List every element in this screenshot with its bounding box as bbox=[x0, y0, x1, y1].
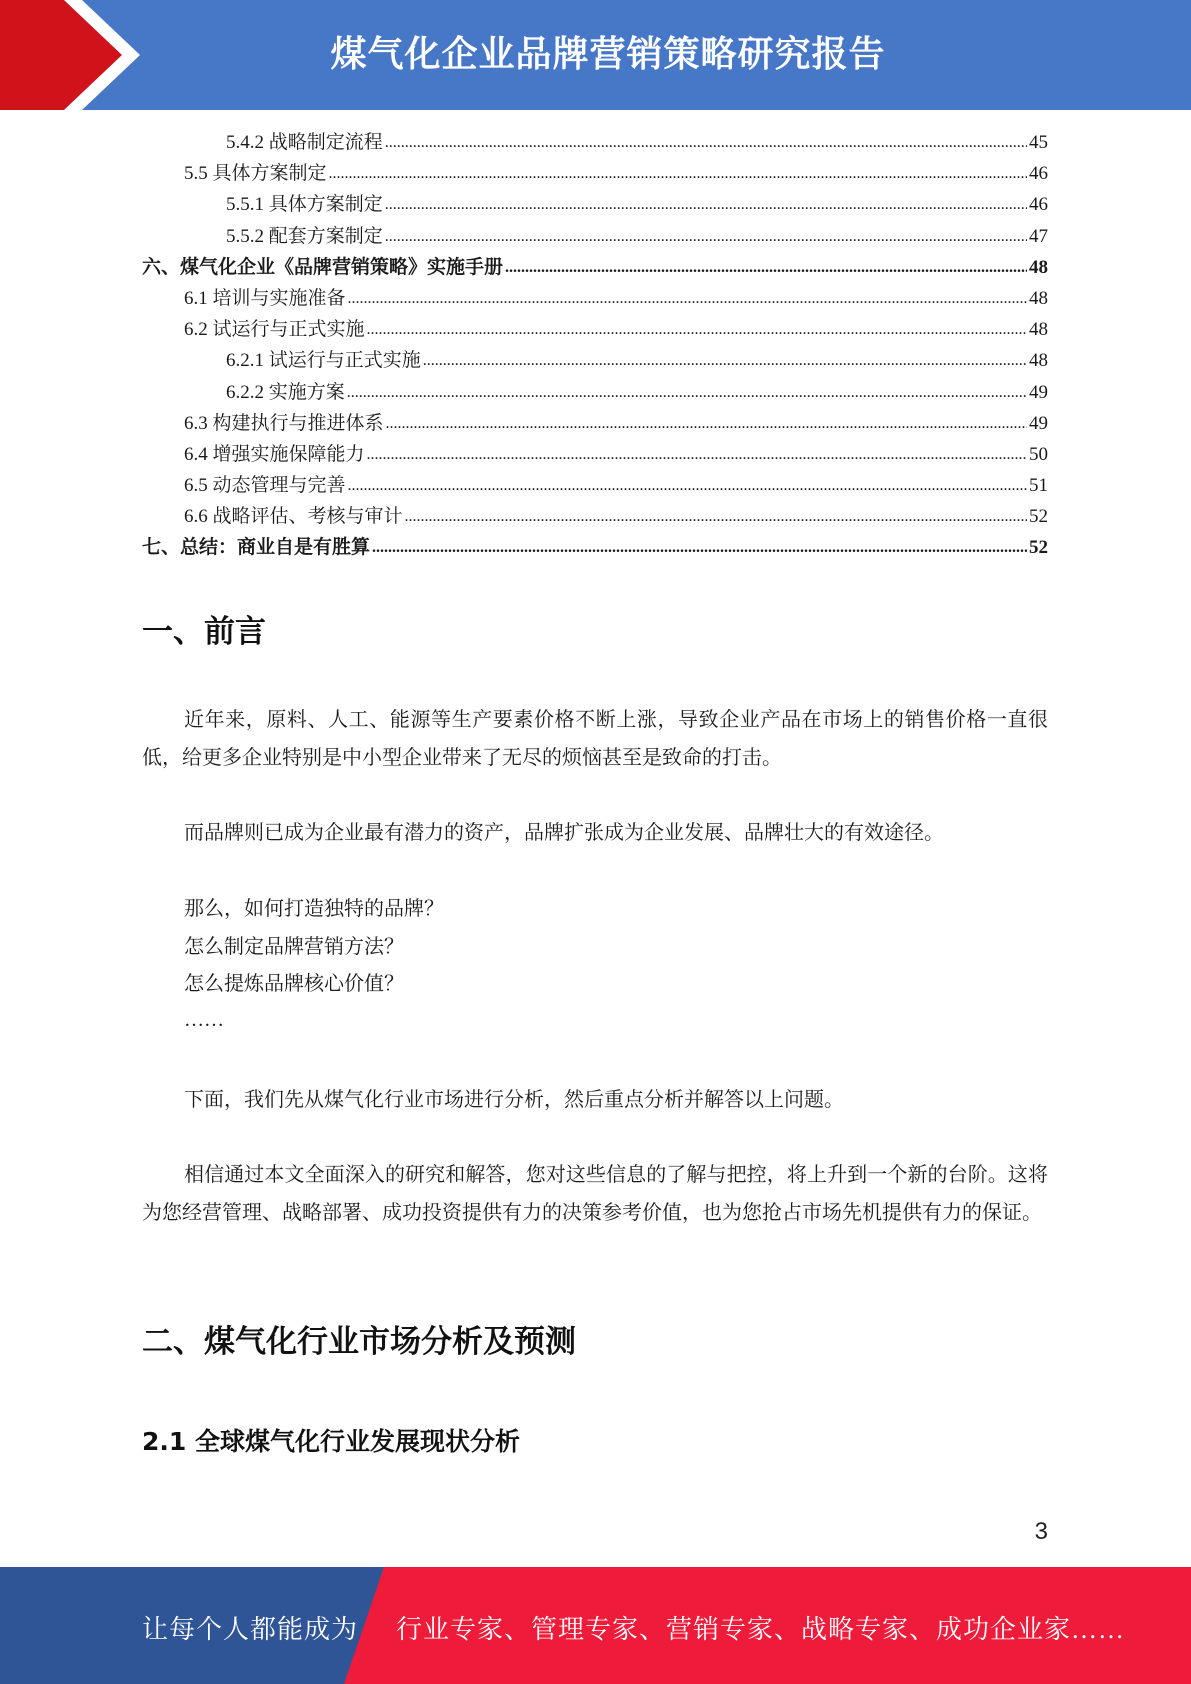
page-number: 3 bbox=[1034, 1518, 1048, 1545]
toc-entry[interactable] bbox=[142, 470, 1048, 501]
toc-entry-label: 5.5.2 配套方案制定 bbox=[226, 225, 383, 247]
toc-entry-page: 46 bbox=[1029, 163, 1048, 185]
toc-entry-page: 51 bbox=[1029, 475, 1048, 497]
toc-entry-page: 48 bbox=[1029, 319, 1048, 341]
question-line: 那么，如何打造独特的品牌？ bbox=[184, 898, 444, 920]
toc-leader-dots bbox=[348, 282, 1027, 314]
ellipsis-line: …… bbox=[184, 1009, 224, 1031]
toc-entry-page: 50 bbox=[1029, 443, 1048, 465]
toc-entry[interactable] bbox=[142, 408, 1048, 439]
toc-entry-page: 52 bbox=[1029, 537, 1048, 559]
toc-entry-label: 5.5 具体方案制定 bbox=[184, 163, 327, 185]
question-line: 怎么提炼品牌核心价值？ bbox=[184, 973, 404, 995]
toc-leader-dots bbox=[372, 531, 1027, 563]
toc-entry-label: 5.4.2 战略制定流程 bbox=[226, 132, 383, 153]
paragraph: 近年来，原料、人工、能源等生产要素价格不断上涨，导致企业产品在市场上的销售价格一直很低，给更多企业特别是中小型企业带来了无尽的烦恼甚至是致命的打击。 bbox=[142, 709, 1048, 769]
toc-entry-label: 6.4 增强实施保障能力 bbox=[184, 443, 365, 465]
toc-leader-dots bbox=[405, 500, 1027, 532]
page-footer bbox=[0, 1567, 1191, 1684]
toc-entry[interactable] bbox=[142, 127, 1048, 158]
paragraph: 而品牌则已成为企业最有潜力的资产，品牌扩张成为企业发展、品牌壮大的有效途径。 bbox=[184, 822, 944, 844]
toc-entry-label: 六、煤气化企业《品牌营销策略》实施手册 bbox=[142, 256, 504, 278]
toc-entry[interactable] bbox=[142, 501, 1048, 532]
toc-entry-page: 47 bbox=[1029, 225, 1048, 247]
toc-leader-dots bbox=[505, 251, 1027, 283]
toc-entry-page: 48 bbox=[1029, 350, 1048, 372]
toc-entry[interactable] bbox=[142, 439, 1048, 470]
toc-entry-label: 6.5 动态管理与完善 bbox=[184, 475, 346, 497]
subsection-heading: 2.1 全球煤气化行业发展现状分析 bbox=[142, 1427, 520, 1456]
toc-entry[interactable] bbox=[142, 158, 1048, 189]
toc-entry[interactable] bbox=[142, 345, 1048, 376]
toc-entry-label: 6.1 培训与实施准备 bbox=[184, 287, 346, 309]
toc-leader-dots bbox=[367, 313, 1027, 345]
toc-entry[interactable] bbox=[142, 252, 1048, 283]
toc-entry-page: 48 bbox=[1029, 287, 1048, 309]
footer-slogan-right: 行业专家、管理专家、营销专家、战略专家、成功企业家…… bbox=[396, 1615, 1126, 1644]
toc-leader-dots bbox=[385, 126, 1027, 158]
toc-entry-label: 6.2.1 试运行与正式实施 bbox=[226, 350, 421, 372]
toc-entry-label: 6.6 战略评估、考核与审计 bbox=[184, 506, 403, 528]
toc-entry-label: 5.5.1 具体方案制定 bbox=[226, 194, 383, 216]
toc-entry[interactable] bbox=[142, 283, 1048, 314]
toc-entry-label: 七、总结：商业自是有胜算 bbox=[142, 537, 371, 559]
toc-entry-label: 6.3 构建执行与推进体系 bbox=[184, 412, 384, 434]
toc-leader-dots bbox=[347, 376, 1027, 408]
toc-entry-page: 49 bbox=[1029, 412, 1048, 434]
toc-leader-dots bbox=[386, 407, 1027, 439]
table-of-contents bbox=[142, 127, 1048, 564]
toc-leader-dots bbox=[367, 438, 1027, 470]
question-line: 怎么制定品牌营销方法？ bbox=[184, 936, 404, 958]
paragraph: 下面，我们先从煤气化行业市场进行分析，然后重点分析并解答以上问题。 bbox=[184, 1089, 844, 1111]
toc-leader-dots bbox=[329, 157, 1027, 189]
toc-leader-dots bbox=[423, 344, 1027, 376]
toc-entry[interactable] bbox=[142, 377, 1048, 408]
toc-entry[interactable] bbox=[142, 221, 1048, 252]
toc-entry-label: 6.2 试运行与正式实施 bbox=[184, 319, 365, 341]
toc-entry-label: 6.2.2 实施方案 bbox=[226, 381, 345, 403]
toc-entry[interactable] bbox=[142, 189, 1048, 220]
header-title: 煤气化企业品牌营销策略研究报告 bbox=[330, 34, 886, 75]
toc-entry-page: 48 bbox=[1029, 256, 1048, 278]
toc-leader-dots bbox=[385, 188, 1027, 220]
toc-entry-page: 49 bbox=[1029, 381, 1048, 403]
toc-entry[interactable] bbox=[142, 532, 1048, 563]
paragraph: 相信通过本文全面深入的研究和解答，您对这些信息的了解与把控，将上升到一个新的台阶。这将为您经营管理、战略部署、成功投资提供有力的决策参考价值，也为您抢占市场先机提供有力的保证。 bbox=[142, 1164, 1048, 1224]
section-heading-preface: 一、前言 bbox=[142, 614, 266, 650]
toc-entry-page: 52 bbox=[1029, 506, 1048, 528]
toc-entry-page: 46 bbox=[1029, 194, 1048, 216]
footer-slogan-left: 让每个人都能成为 bbox=[142, 1615, 359, 1644]
section-heading-market-analysis: 二、煤气化行业市场分析及预测 bbox=[142, 1324, 576, 1360]
toc-entry-page: 45 bbox=[1029, 132, 1048, 153]
toc-leader-dots bbox=[385, 220, 1027, 252]
toc-leader-dots bbox=[348, 469, 1027, 501]
toc-entry[interactable] bbox=[142, 314, 1048, 345]
page-header bbox=[0, 0, 1191, 110]
